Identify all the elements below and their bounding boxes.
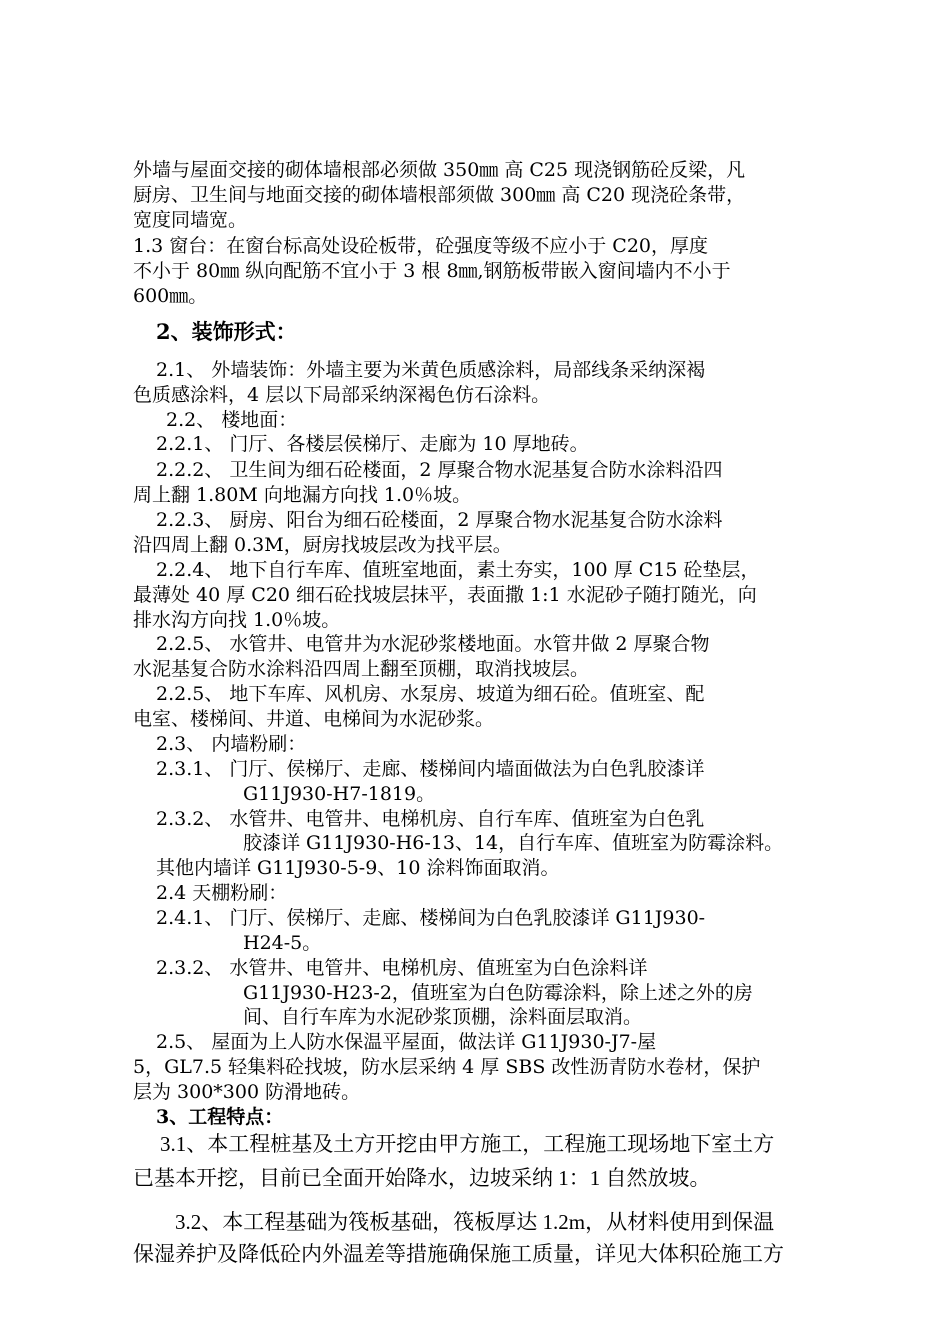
text-line: 600㎜。 <box>133 285 208 307</box>
text-line: 周上翻 1.80M 向地漏方向找 1.0％坡。 <box>133 484 472 506</box>
text-line: 已基本开挖，目前已全面开始降水，边坡采纳 1：1 自然放坡。 <box>133 1166 711 1190</box>
section-heading: 3、工程特点： <box>156 1106 284 1128</box>
text-line: 外墙与屋面交接的砌体墙根部必须做 350㎜ 高 C25 现浇钢筋砼反梁，凡 <box>133 159 746 181</box>
text-line: 2.2.5、 地下车库、风机房、水泵房、坡道为细石砼。值班室、配 <box>156 683 705 705</box>
text-line: 2.5、 屋面为上人防水保温平屋面，做法详 G11J930-J7-屋 <box>156 1031 657 1053</box>
text-line: 2.3、 内墙粉刷： <box>156 733 307 755</box>
text-line: 其他内墙详 G11J930-5-9、10 涂料饰面取消。 <box>156 857 560 879</box>
text-line: 2.2、 楼地面： <box>166 409 298 431</box>
text-line: 色质感涂料，4 层以下局部采纳深褐色仿石涂料。 <box>133 384 551 406</box>
text-line: 2.2.5、 水管井、电管井为水泥砂浆楼地面。水管井做 2 厚聚合物 <box>156 633 710 655</box>
text-line: 水泥基复合防水涂料沿四周上翻至顶棚，取消找坡层。 <box>133 658 590 680</box>
text-line: H24-5。 <box>243 932 322 954</box>
text-line: 厨房、卫生间与地面交接的砌体墙根部须做 300㎜ 高 C20 现浇砼条带， <box>133 184 746 206</box>
text-line: 1.3 窗台：在窗台标高处设砼板带，砼强度等级不应小于 C20，厚度 <box>133 235 709 257</box>
text-line: 2.3.2、 水管井、电管井、电梯机房、自行车库、值班室为白色乳 <box>156 808 705 830</box>
text-line: G11J930-H23-2，值班室为白色防霉涂料，除上述之外的房 <box>243 982 753 1004</box>
text-line: 2.2.2、 卫生间为细石砼楼面，2 厚聚合物水泥基复合防水涂料沿四 <box>156 459 723 481</box>
text-line: 2.3.2、 水管井、电管井、电梯机房、值班室为白色涂料详 <box>156 957 648 979</box>
text-line: 最薄处 40 厚 C20 细石砼找坡层抹平，表面撒 1:1 水泥砂子随打随光，向 <box>133 584 757 606</box>
text-line: 排水沟方向找 1.0％坡。 <box>133 609 341 631</box>
text-line: 2.1、 外墙装饰：外墙主要为米黄色质感涂料，局部线条采纳深褐 <box>156 359 706 381</box>
text-line: 5，GL7.5 轻集料砼找坡，防水层采纳 4 厚 SBS 改性沥青防水卷材，保护 <box>133 1056 761 1078</box>
text-line: 保湿养护及降低砼内外温差等措施确保施工质量，详见大体积砼施工方 <box>133 1242 784 1266</box>
text-line: G11J930-H7-1819。 <box>243 783 436 805</box>
text-line: 3.1、本工程桩基及土方开挖由甲方施工，工程施工现场地下室土方 <box>160 1132 775 1156</box>
text-line: 胶漆详 G11J930-H6-13、14，自行车库、值班室为防霉涂料。 <box>243 832 784 854</box>
text-line: 沿四周上翻 0.3M，厨房找坡层改为找平层。 <box>133 534 512 556</box>
text-line: 电室、楼梯间、井道、电梯间为水泥砂浆。 <box>133 708 495 730</box>
text-line: 2.2.1、 门厅、各楼层侯梯厅、走廊为 10 厚地砖。 <box>156 433 589 455</box>
text-line: 2.2.4、 地下自行车库、值班室地面，素土夯实，100 厚 C15 砼垫层， <box>156 559 760 581</box>
text-line: 2.4.1、 门厅、侯梯厅、走廊、楼梯间为白色乳胶漆详 G11J930- <box>156 907 706 929</box>
text-line: 宽度同墙宽。 <box>133 209 248 231</box>
text-line: 不小于 80㎜ 纵向配筋不宜小于 3 根 8㎜,钢筋板带嵌入窗间墙内不小于 <box>133 260 731 282</box>
text-line: 3.2、本工程基础为筏板基础，筏板厚达 1.2m，从材料使用到保温 <box>175 1210 775 1234</box>
section-heading: 2、装饰形式： <box>156 319 297 344</box>
text-line: 间、自行车库为水泥砂浆顶棚，涂料面层取消。 <box>243 1006 643 1028</box>
text-line: 2.2.3、 厨房、阳台为细石砼楼面，2 厚聚合物水泥基复合防水涂料 <box>156 509 723 531</box>
text-line: 层为 300*300 防滑地砖。 <box>133 1081 361 1103</box>
text-line: 2.3.1、 门厅、侯梯厅、走廊、楼梯间内墙面做法为白色乳胶漆详 <box>156 758 705 780</box>
text-line: 2.4 天棚粉刷： <box>156 882 288 904</box>
